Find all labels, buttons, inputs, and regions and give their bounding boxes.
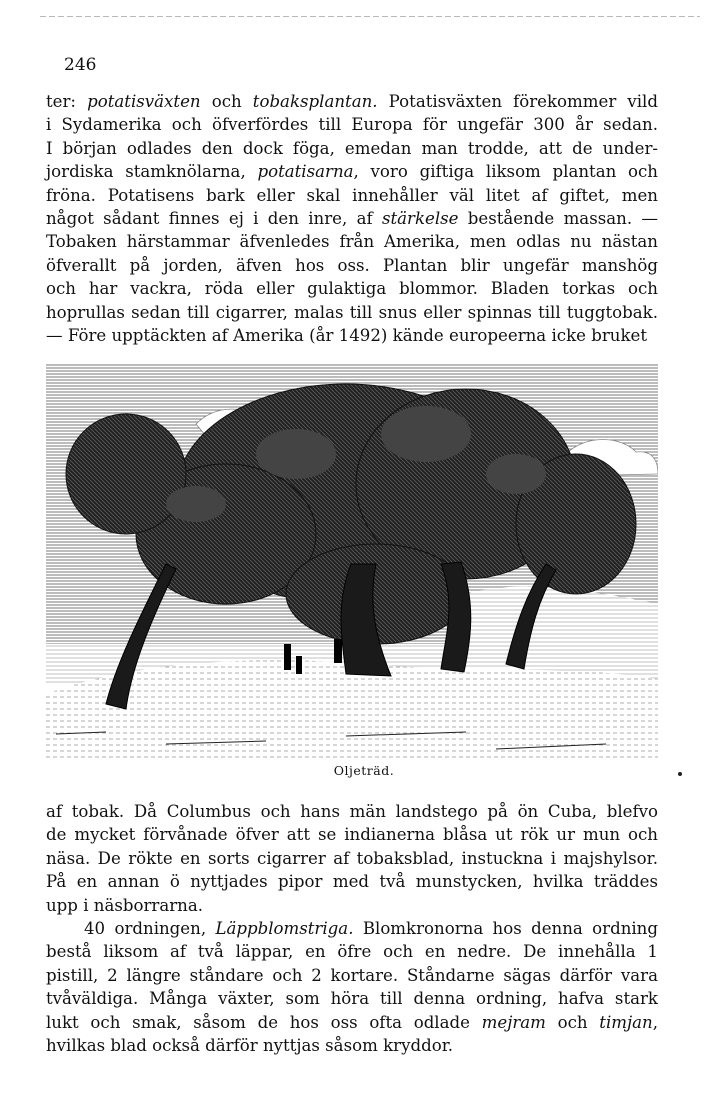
text-line: hvilkas blad också därför nyttjas såsom kryddor. (46, 1036, 454, 1056)
text-line: tvåväldiga. Många växter, som höra till denna ordning, hafva stark (46, 989, 658, 1009)
text-line: bestå liksom af två läppar, en öfre och en nedre. De innehålla 1 (46, 942, 658, 962)
olive-tree-engraving (46, 364, 658, 759)
italic-term: timjan (599, 1012, 653, 1032)
text-line: På en annan ö nyttjades pipor med två munstycken, hvilka träddes (46, 872, 658, 892)
text-line: de mycket förvånade öfver att se indianerna blåsa ut rök ur mun och (46, 825, 658, 845)
page-number: 246 (64, 55, 97, 75)
italic-term: stärkelse (381, 209, 459, 229)
text-line: I början odlades den dock föga, emedan man trodde, att de under- (46, 138, 658, 158)
text-line: öfverallt på jorden, äfven hos oss. Plantan blir ungefär manshög (46, 255, 658, 275)
italic-term: potatisväxten (87, 92, 201, 111)
paragraph-bottom-1 (46, 800, 658, 917)
paragraph-top (46, 90, 658, 347)
text-line: pistill, 2 längre ståndare och 2 kortare. Ståndarne sägas därför vara (46, 965, 658, 985)
text-line: näsa. De rökte en sorts cigarrer af tobaksblad, instuckna i majshylsor. (46, 848, 658, 868)
text-line: fröna. Potatisens bark eller skal innehåller väl litet af giftet, men (46, 185, 658, 205)
text-line: — Före upptäckten af Amerika (år 1492) kände europeerna icke bruket (46, 326, 648, 346)
text-line: jordiska stamknölarna, potatisarna, voro giftiga liksom plantan och (46, 162, 658, 182)
italic-term: mejram (481, 1012, 546, 1032)
text-line: Tobaken härstammar äfvenledes från Amerika, men odlas nu nästan (46, 232, 658, 252)
top-rule (40, 16, 700, 17)
figure-caption: Oljeträd. (333, 763, 395, 778)
text-line: lukt och smak, såsom de hos oss ofta odlade mejram och timjan, (46, 1012, 658, 1032)
text-line: något sådant finnes ej i den inre, af stärkelse bestående massan. — (46, 209, 659, 229)
text-line: hoprullas sedan till cigarrer, malas till snus eller spinnas till tuggtobak. (46, 302, 658, 322)
text-line: i Sydamerika och öfverfördes till Europa för ungefär 300 år sedan. (46, 115, 658, 135)
text-line: och har vackra, röda eller gulaktiga blommor. Bladen torkas och (46, 279, 658, 299)
text-line: af tobak. Då Columbus och hans män landstego på ön Cuba, blefvo (46, 802, 658, 821)
text-line: upp i näsborrarna. (46, 895, 204, 915)
text-line: ter: potatisväxten och tobaksplantan. Potatisväxten förekommer vild (46, 92, 658, 111)
stray-ink-mark (678, 772, 682, 776)
text-line: 40 ordningen, Läppblomstriga. Blomkronorna hos denna ordning (84, 919, 658, 938)
paragraph-bottom-2 (46, 917, 658, 1057)
italic-term: Läppblomstriga. (215, 919, 354, 938)
olive-tree-illustration (46, 364, 658, 759)
italic-term: potatisarna (257, 162, 354, 182)
italic-term: tobaksplantan. (252, 92, 378, 111)
